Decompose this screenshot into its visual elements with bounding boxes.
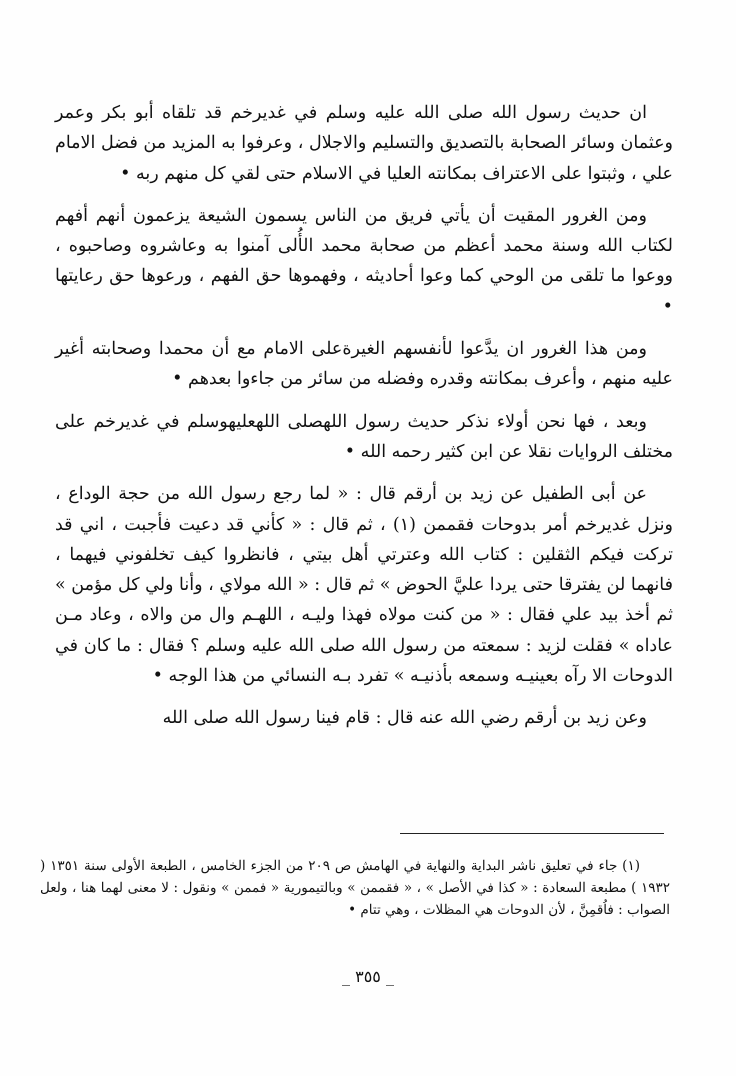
footnote: (١) جاء في تعليق ناشر البداية والنهاية في الهامش ص ٢٠٩ من الجزء الخامس ، الطبعة الأولى سنة ١٣٥١ ( ١٩٣٢ ) مطبعة السعادة : « كذا في الأصل » ، « فقممن » وبالتيمورية « فممن » ونقول : لا معنى لهما هنا ، ولعل الصواب : فاُقمِنَّ ، لأن الدوحات هي المظلات ، وهي تتام • [40, 858, 670, 918]
paragraph-2: ومن الغرور المقيت أن يأتي فريق من الناس يسمون الشيعة يزعمون أنهم أفهم لكتاب الله وسنة محمد أعظم من صحابة محمد الأُلى آمنوا به وعاشروه وصاحبوه ، ووعوا ما تلقى من الوحي كما وعوا أحاديثه ، وفهموها حق الفهم ، ورعوها حق رعايتها • [55, 205, 673, 317]
paragraph-3: ومن هذا الغرور ان يدَّعوا لأنفسهم الغيرةعلى الامام مع أن محمدا وصحابته أغير عليه منهم ، وأعرف بمكانته وقدره وفضله من سائر من جاءوا بعدهم • [55, 339, 673, 390]
page-number: _ ٣٥٥ _ [342, 967, 394, 986]
paragraph-5: عن أبى الطفيل عن زيد بن أرقم قال : « لما رجع رسول الله من حجة الوداع ، ونزل غديرخم أمر بدوحات فقممن (١) ، ثم قال : « كأني قد دعيت فأجبت ، اني قد تركت فيكم الثقلين : كتاب الله وعترتي أهل بيتي ، فانظروا كيف تخلفوني فيهما ، فانهما لن يفترقا حتى يردا عليَّ الحوض » ثم قال : « الله مولاي ، وأنا ولي كل مؤمن » ثم أخذ بيد علي فقال : « من كنت مولاه فهذا وليـه ، اللهـم وال من والاه ، وعاد مـن عاداه » فقلت لزيد : سمعته من رسول الله صلى الله عليه وسلم ؟ فقال : ما كان في الدوحات الا رآه بعينيـه وسمعه بأذنيـه » تفرد بـه النسائي من هذا الوجه • [55, 484, 673, 687]
footnote-divider [400, 833, 664, 834]
paragraph-1: ان حديث رسول الله صلى الله عليه وسلم في غديرخم قد تلقاه أبو بكر وعمر وعثمان وسائر الصحابة بالتصديق والتسليم والاجلال ، وعرفوا به المزيد من فضل الامام علي ، وثبتوا على الاعتراف بمكانته العليا في الاسلام حتى لقي كل منهم ربه • [55, 103, 673, 184]
main-text [55, 98, 673, 734]
paragraph-4: وبعد ، فها نحن أولاء نذكر حديث رسول اللهصلى اللهعليهوسلم في غديرخم على مختلف الروايات نقلا عن ابن كثير رحمه الله • [55, 411, 673, 462]
paragraph-6: وعن زيد بن أرقم رضي الله عنه قال : قام فينا رسول الله صلى الله [162, 708, 647, 729]
